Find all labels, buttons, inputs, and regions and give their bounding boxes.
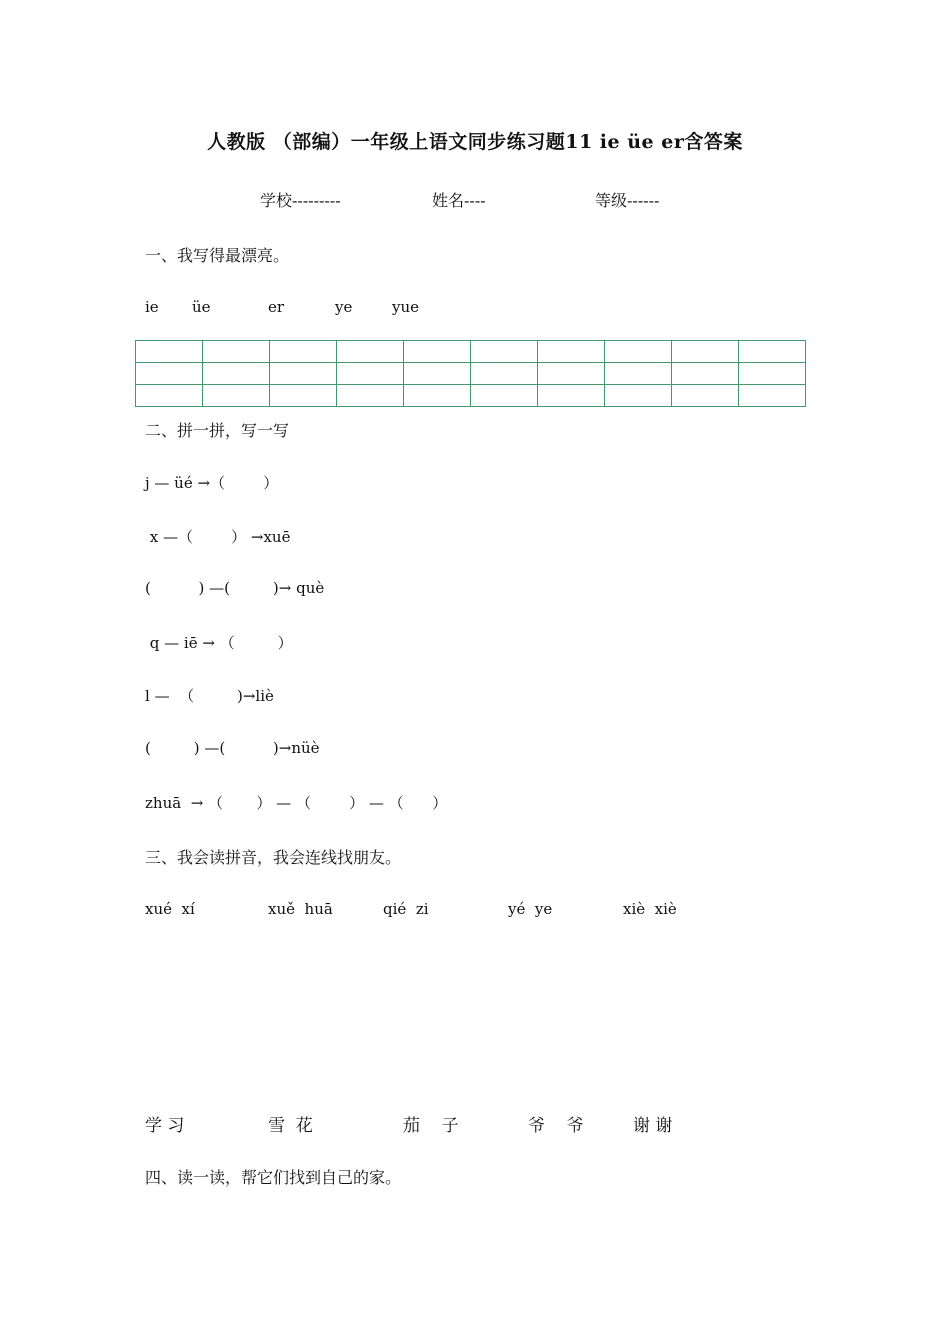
grid-cell[interactable] [605, 363, 672, 385]
grid-cell[interactable] [605, 341, 672, 363]
grid-cell[interactable] [270, 341, 337, 363]
grid-cell[interactable] [203, 385, 270, 407]
syllable: üe [192, 298, 211, 316]
exercise-line: ( ) —( )→nüè [145, 739, 320, 757]
grid-cell[interactable] [471, 363, 538, 385]
section-1-heading: 一、我写得最漂亮。 [145, 246, 290, 265]
grid-cell[interactable] [404, 363, 471, 385]
page-title: 人教版 （部编）一年级上语文同步练习题11 ie üe er含答案 [207, 131, 743, 153]
pinyin-item[interactable]: xiè xiè [623, 900, 677, 918]
grid-cell[interactable] [538, 385, 605, 407]
grid-cell[interactable] [203, 363, 270, 385]
grid-cell[interactable] [270, 385, 337, 407]
section-2-heading: 二、拼一拼，写一写 [145, 421, 290, 440]
syllable: yue [392, 298, 420, 316]
word-item[interactable]: 学 习 [145, 1116, 185, 1136]
exercise-line: ( ) —( )→ què [145, 579, 325, 597]
grid-cell[interactable] [136, 341, 203, 363]
grid-cell[interactable] [471, 385, 538, 407]
pinyin-item[interactable]: xuě huā [268, 900, 333, 918]
grid-cell[interactable] [136, 385, 203, 407]
grid-cell[interactable] [672, 341, 739, 363]
exercise-line: l — （ )→liè [145, 687, 274, 705]
grid-cell[interactable] [471, 341, 538, 363]
exercise-line: j — üé →（ ） [145, 474, 279, 492]
word-item[interactable]: 雪 花 [268, 1116, 313, 1136]
grid-cell[interactable] [136, 363, 203, 385]
grid-cell[interactable] [337, 385, 404, 407]
exercise-line: x —（ ） →xuē [145, 528, 291, 546]
grid-cell[interactable] [203, 341, 270, 363]
school-field: 学校--------- [260, 191, 341, 210]
grid-cell[interactable] [270, 363, 337, 385]
grid-cell[interactable] [404, 341, 471, 363]
pinyin-item[interactable]: qié zi [383, 900, 429, 918]
section-3-heading: 三、我会读拼音，我会连线找朋友。 [145, 848, 402, 867]
pinyin-item[interactable]: yé ye [508, 900, 553, 918]
word-item[interactable]: 谢 谢 [633, 1116, 673, 1136]
grid-cell[interactable] [337, 341, 404, 363]
syllable: ye [335, 298, 353, 316]
syllable: ie [145, 298, 159, 316]
grid-cell[interactable] [739, 385, 806, 407]
word-item[interactable]: 爷 爷 [528, 1116, 584, 1136]
grade-field: 等级------ [595, 191, 660, 210]
grid-cell[interactable] [538, 363, 605, 385]
name-field: 姓名---- [432, 191, 486, 210]
word-item[interactable]: 茄 子 [403, 1116, 459, 1136]
grid-cell[interactable] [672, 363, 739, 385]
grid-cell[interactable] [739, 363, 806, 385]
syllable: er [268, 298, 285, 316]
writing-grid [135, 340, 806, 407]
exercise-line: zhuā → （ ） — （ ） — （ ） [145, 794, 448, 812]
exercise-line: q — iē → （ ） [145, 634, 293, 652]
grid-cell[interactable] [672, 385, 739, 407]
grid-cell[interactable] [337, 363, 404, 385]
pinyin-item[interactable]: xué xí [145, 900, 195, 918]
section-4-heading: 四、读一读，帮它们找到自己的家。 [145, 1168, 402, 1187]
grid-cell[interactable] [739, 341, 806, 363]
grid-cell[interactable] [538, 341, 605, 363]
grid-cell[interactable] [404, 385, 471, 407]
grid-cell[interactable] [605, 385, 672, 407]
